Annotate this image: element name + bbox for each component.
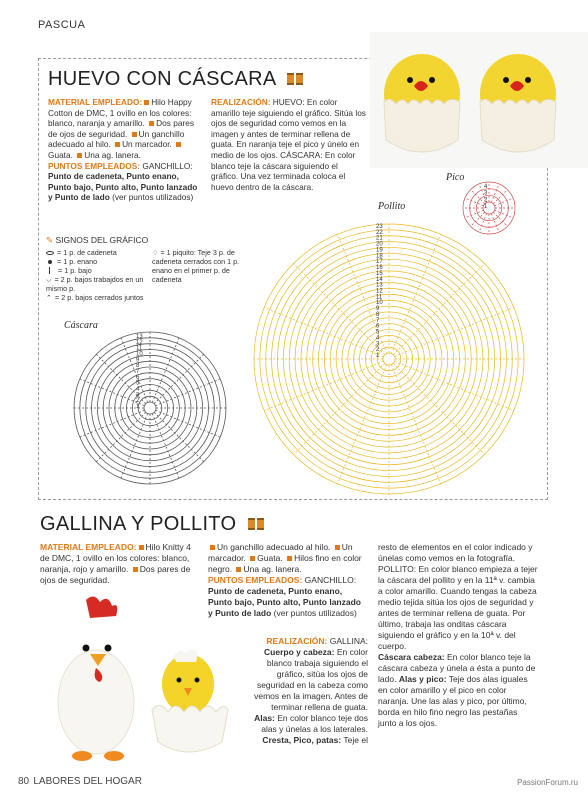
pico-chart-row-number: 4 [484, 184, 488, 190]
stitches-note: (ver puntos utilizados) [112, 192, 194, 203]
stitches-list: Punto de cadeneta, Punto enano, Punto bajo, Punto alto, Punto lanzado y Punto de lado [48, 171, 198, 203]
cascara-chart-row-number: 5 [136, 380, 140, 387]
sign-piquito: ♢ = 1 piquito: Teje 3 p. de cadeneta cerrados con 1 p. enano en el primer p. de cadeneta [152, 247, 240, 284]
pollito-chart-spoke [391, 365, 440, 484]
pollito-chart-row-number: 2 [376, 347, 380, 354]
cascara-chart-row-number: 4 [136, 386, 140, 393]
thread-spools-icon [287, 68, 305, 91]
pollito-chart-row-number: 23 [376, 224, 383, 230]
gallina-materials [40, 542, 200, 586]
signs-title: SIGNOS DEL GRÁFICO [55, 235, 149, 245]
sign-enano: = 1 p. enano [46, 257, 146, 266]
cascara-chart-row-number: 8 [136, 363, 140, 370]
pollito-chart-row-number: 22 [376, 229, 383, 236]
pollito-chart-spoke [337, 365, 386, 484]
material-marker: Un marcador. [122, 139, 172, 150]
cascara-chart-round [144, 402, 156, 414]
cascara-chart-row-number: 13 [136, 334, 143, 340]
gallina-title-text: GALLINA Y POLLITO [40, 513, 237, 535]
pico-chart-label: Pico [446, 172, 465, 183]
page-number: 80 [18, 776, 30, 787]
cascara-chart-row-number: 2 [136, 398, 140, 405]
pico-chart-spoke [495, 198, 513, 206]
pollito-chart-row-number: 5 [376, 329, 380, 336]
pollito-chart-row-number: 13 [376, 282, 383, 289]
pollito-chart-spoke [395, 361, 514, 410]
pollito-chart-row-number: 1 [376, 353, 380, 359]
cascara-chart-round [121, 379, 180, 438]
pico-chart-spoke [465, 210, 483, 218]
pollito-chart-round [307, 277, 471, 441]
pollito-chart-row-number: 12 [376, 288, 383, 295]
section-label: PASCUA [38, 19, 86, 31]
cascara-chart-row-number: 1 [136, 404, 140, 410]
pollito-chart-row-number: 11 [376, 294, 383, 301]
pollito-chart-row-number: 18 [376, 253, 383, 260]
cascara-chart-row-number: 7 [136, 369, 140, 375]
cascara-chart-row-number: 11 [136, 345, 143, 352]
sign-aumento: ⌵ = 2 p. bajos trabajdos en un mismo p. [46, 274, 144, 293]
cascara-chart-round [109, 367, 191, 449]
pollito-chart-spoke [395, 307, 514, 356]
pico-chart-row-number: 1 [484, 204, 488, 210]
pollito-chart-round [295, 265, 483, 453]
pico-chart-spoke [491, 184, 499, 202]
cascara-chart-label: Cáscara [64, 320, 98, 331]
material-stuffing: Guata. [48, 149, 73, 160]
cascara-chart-round [80, 338, 220, 478]
cascara-chart-row-number: 3 [136, 392, 140, 399]
chart-signs [46, 235, 246, 318]
pollito-chart-spoke [264, 307, 383, 356]
material-label: MATERIAL EMPLEADO: [48, 97, 143, 107]
gallina-materials-cont: Un ganchillo adecuado al hilo. Un marcador. Guata. Hilos fino en color negro. Una ag. lanera. PUNTOS EMPLEADOS: GANCHILLO: Punto de cadeneta, Punto enano, Punto bajo, Punto alto, Punto lanzado y Punto de lado (ver puntos utilizados) [208, 542, 362, 618]
page-footer [18, 776, 144, 787]
pollito-chart-row-number: 3 [376, 341, 380, 348]
pollito-chart-round [348, 318, 430, 400]
signs-title-row [46, 235, 246, 246]
pollito-chart-round [383, 353, 395, 365]
decrease-icon: ⌃ [46, 292, 53, 302]
thread-spools-icon [248, 513, 266, 536]
stitches-type: GANCHILLO: [142, 160, 193, 171]
pollito-chart-row-number: 20 [376, 241, 383, 248]
gallina-stitches-label: PUNTOS EMPLEADOS: [208, 575, 303, 585]
magazine-name: LABORES DEL HOGAR [33, 776, 142, 787]
pico-chart-row-number: 3 [484, 190, 488, 197]
picot-icon: ♢ [152, 247, 159, 257]
pollito-chart-round [336, 306, 442, 412]
pollito-chart-row-number: 21 [376, 235, 383, 242]
huevo-title [48, 68, 305, 91]
increase-icon: ⌵ [46, 274, 52, 284]
huevo-materials [48, 97, 203, 203]
pollito-chart-spoke [391, 234, 440, 353]
slip-stitch-icon [48, 260, 52, 264]
material-text: Hilo Happy Cotton de DMC, 1 ovillo en los colores: blanco, naranja y amarillo. [48, 97, 192, 129]
pollito-chart-round [283, 253, 494, 464]
pollito-chart-row-number: 10 [376, 300, 383, 307]
pollito-chart-row-number: 6 [376, 323, 380, 330]
cascara-chart-row-number: 12 [136, 339, 143, 346]
pencil-icon: ✎ [46, 235, 54, 245]
gallina-title [40, 513, 266, 536]
pollito-chart-label: Pollito [378, 201, 406, 212]
pollito-instructions: resto de elementos en el color indicado y únelas como vemos en la fotografía. POLLITO: En color blanco empieza a tejer la cáscara del pollito y en la 11ª v. cambia a color amarillo. Cuando tengas la cabeza medio tejida sitúa los ojos de seguridad y antes de terminar rellena de guata. Por último, trabaja las onditas cáscara siguiendo el gráfico y en la 10ª v. del cuerpo. Cáscara cabeza: En color blanco teje la cáscara cabeza y únela a ésta a punto de lado. Alas y pico: Teje dos alas iguales en color amarillo y el pico en color naranja. Une las alas y pico, por último, borda en hilo fino negro las pestañas junto a los ojos. [378, 542, 538, 728]
eggs-photo [370, 32, 588, 168]
pollito-chart-row-number: 15 [376, 270, 383, 277]
pico-chart-spoke [495, 210, 513, 218]
watermark: PassionForum.ru [517, 778, 578, 787]
material-hook: Un ganchillo adecuado al hilo. [48, 128, 185, 150]
gallina-material-label: MATERIAL EMPLEADO: [40, 542, 137, 552]
pico-chart-row-number: 2 [484, 197, 488, 204]
stitches-label: PUNTOS EMPLEADOS: [48, 160, 141, 171]
sign-disminucion: ⌃ = 2 p. bajos cerrados juntos [46, 292, 144, 302]
pollito-chart-spoke [264, 361, 383, 410]
pollito-chart-row-number: 16 [376, 265, 383, 272]
material-needle: Una ag. lanera. [84, 149, 141, 160]
sign-cadeneta: = 1 p. de cadeneta [46, 248, 146, 257]
pico-chart-spoke [479, 214, 487, 232]
realizacion-label: REALIZACIÓN: [211, 97, 271, 107]
single-crochet-icon [49, 267, 50, 274]
cascara-chart [68, 326, 232, 490]
pollito-chart-row-number: 14 [376, 276, 383, 283]
gallina-material-eyes: Dos pares de ojos de seguridad. [40, 564, 191, 585]
pollito-chart [244, 214, 534, 496]
pollito-chart-row-number: 4 [376, 335, 380, 342]
pollito-chart-row-number: 7 [376, 317, 380, 324]
pollito-chart-row-number: 9 [376, 306, 380, 313]
sign-bajo: = 1 p. bajo [46, 266, 146, 275]
gallina-instructions: REALIZACIÓN: GALLINA: Cuerpo y cabeza: En color blanco trabaja siguiendo el gráfico, sitúa los ojos de seguridad en la cabeza como vemos en la imagen. Antes de terminar rellena de guata. Alas: En color blanco teje dos alas y únelas a los laterales. Cresta, Pico, patas: Teje el [254, 636, 368, 745]
pollito-chart-row-number: 17 [376, 259, 383, 266]
cascara-chart-round [97, 355, 202, 460]
gallina-material-text: Hilo Knitty 4 de DMC, 1 ovillo en los colores: blanco, naranja, rojo y amarillo. [40, 542, 191, 574]
gallina-stitches-list: Punto de cadeneta, Punto enano, Punto bajo, Punto alto, Punto lanzado y Punto de lado [208, 586, 361, 618]
pico-chart-spoke [491, 214, 499, 232]
cascara-chart-row-number: 6 [136, 374, 140, 381]
chain-symbol-icon [46, 251, 54, 255]
pollito-chart-round [360, 330, 419, 389]
material-eyes: Dos pares de ojos de seguridad. [48, 118, 194, 139]
cascara-chart-row-number: 10 [136, 351, 143, 358]
realizacion-text: HUEVO: En color amarillo teje siguiendo el gráfico. Sitúa los ojos de seguridad como vemos en la imagen y antes de terminar rellena de guata. En naranja teje el pico y únelo en medio de los ojos. CÁSCARA: En color blanco teje la cáscara siguiendo el gráfico. Una vez terminada coloca el huevo dentro de la cáscara. [211, 97, 366, 192]
pollito-chart-round [319, 289, 460, 430]
pollito-chart-row-number: 19 [376, 247, 383, 254]
pico-chart-round [476, 195, 501, 220]
huevo-instructions [211, 97, 367, 192]
pico-chart [454, 176, 524, 236]
huevo-title-text: HUEVO CON CÁSCARA [48, 68, 276, 90]
pico-chart-spoke [465, 198, 483, 206]
pollito-chart-row-number: 8 [376, 311, 380, 318]
cascara-chart-row-number: 9 [136, 357, 140, 364]
